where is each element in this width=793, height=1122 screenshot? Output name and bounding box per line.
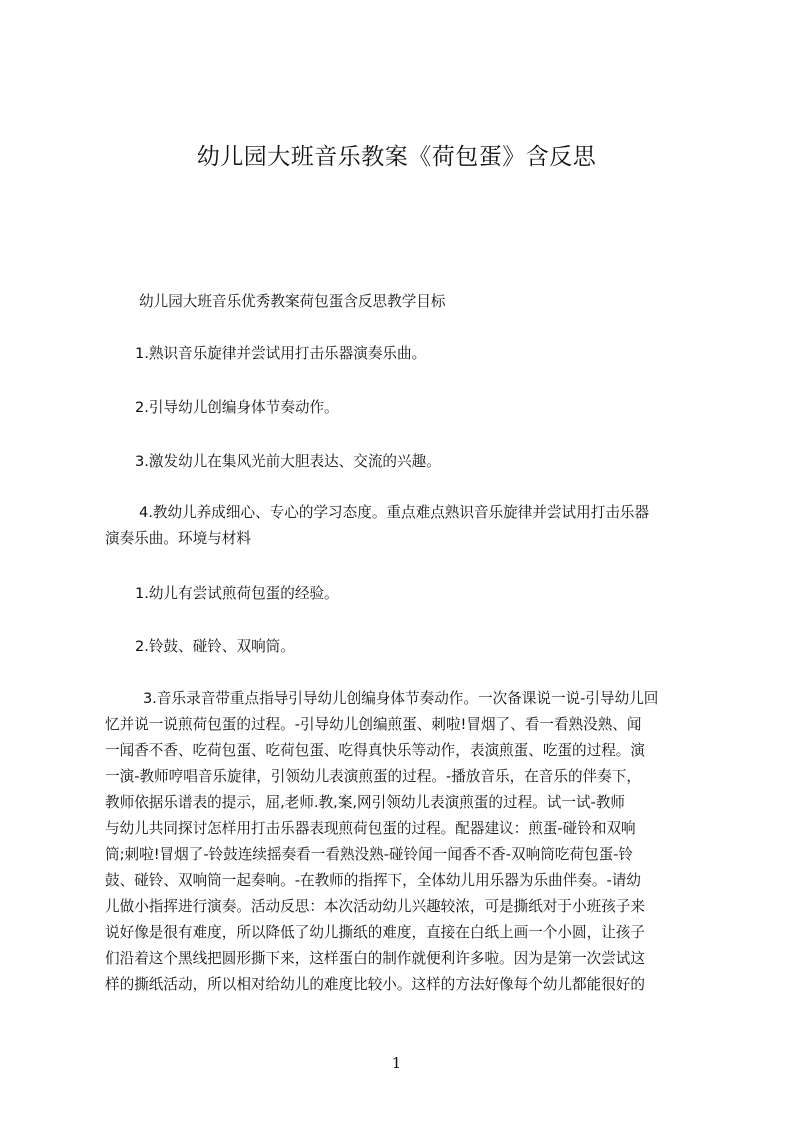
goal-1-paragraph: 1.熟识音乐旋律并尝试用打击乐器演奏乐曲。 — [135, 345, 427, 362]
material-3-line-10: 说好像是很有难度，所以降低了幼儿撕纸的难度，直接在白纸上画一个小圆，让孩子 — [105, 924, 645, 941]
material-3-line-3: 一闻香不香、吃荷包蛋、吃荷包蛋、吃得真快乐等动作，表演煎蛋、吃蛋的过程。演 — [105, 742, 645, 759]
goal-3-paragraph: 3.激发幼儿在集风光前大胆表达、交流的兴趣。 — [135, 453, 441, 470]
material-3-line-9: 儿做小指挥进行演奏。活动反思：本次活动幼儿兴趣较浓，可是撕纸对于小班孩子来 — [105, 898, 645, 915]
goal-4-paragraph — [105, 500, 699, 552]
material-3-line-11: 们沿着这个黑线把圆形撕下来，这样蛋白的制作就便利许多啦。因为是第一次尝试这 — [105, 950, 645, 967]
page-number: 1 — [391, 1054, 402, 1072]
goal-4-line-2: 演奏乐曲。环境与材料 — [105, 530, 251, 547]
material-3-line-7: 筒;刺啦!冒烟了-铃鼓连续摇奏看一看熟没熟-碰铃闻一闻香不香-双响筒吃荷包蛋-铃 — [105, 846, 634, 863]
material-3-paragraph — [105, 686, 699, 998]
material-2-paragraph: 2.铃鼓、碰铃、双响筒。 — [135, 638, 295, 655]
material-3-line-5: 教师依据乐谱表的提示，屈,老师.教,案,网引领幼儿表演煎蛋的过程。试一试-教师 — [105, 794, 626, 811]
goal-4-line-1: 4.教幼儿养成细心、专心的学习态度。重点难点熟识音乐旋律并尝试用打击乐器 — [139, 504, 650, 521]
document-title: 幼儿园大班音乐教案《荷包蛋》含反思 — [196, 144, 597, 170]
material-3-line-4: 一演-教师哼唱音乐旋律，引领幼儿表演煎蛋的过程。-播放音乐，在音乐的伴奏下， — [105, 768, 641, 785]
material-3-line-6: 与幼儿共同探讨怎样用打击乐器表现煎荷包蛋的过程。配器建议：煎蛋-碰铃和双响 — [105, 820, 636, 837]
material-3-line-12: 样的撕纸活动，所以相对给幼儿的难度比较小。这样的方法好像每个幼儿都能很好的 — [105, 976, 645, 993]
material-3-line-2: 忆并说一说煎荷包蛋的过程。-引导幼儿创编煎蛋、刺啦!冒烟了、看一看熟没熟、闻 — [105, 716, 642, 733]
material-3-line-1: 3.音乐录音带重点指导引导幼儿创编身体节奏动作。一次备课说一说-引导幼儿回 — [143, 690, 659, 707]
goal-2-paragraph: 2.引导幼儿创编身体节奏动作。 — [135, 399, 339, 416]
intro-paragraph: 幼儿园大班音乐优秀教案荷包蛋含反思教学目标 — [139, 293, 446, 310]
material-1-paragraph: 1.幼儿有尝试煎荷包蛋的经验。 — [135, 585, 339, 602]
material-3-line-8: 鼓、碰铃、双响筒一起奏响。-在教师的指挥下，全体幼儿用乐器为乐曲伴奏。-请幼 — [105, 872, 641, 889]
